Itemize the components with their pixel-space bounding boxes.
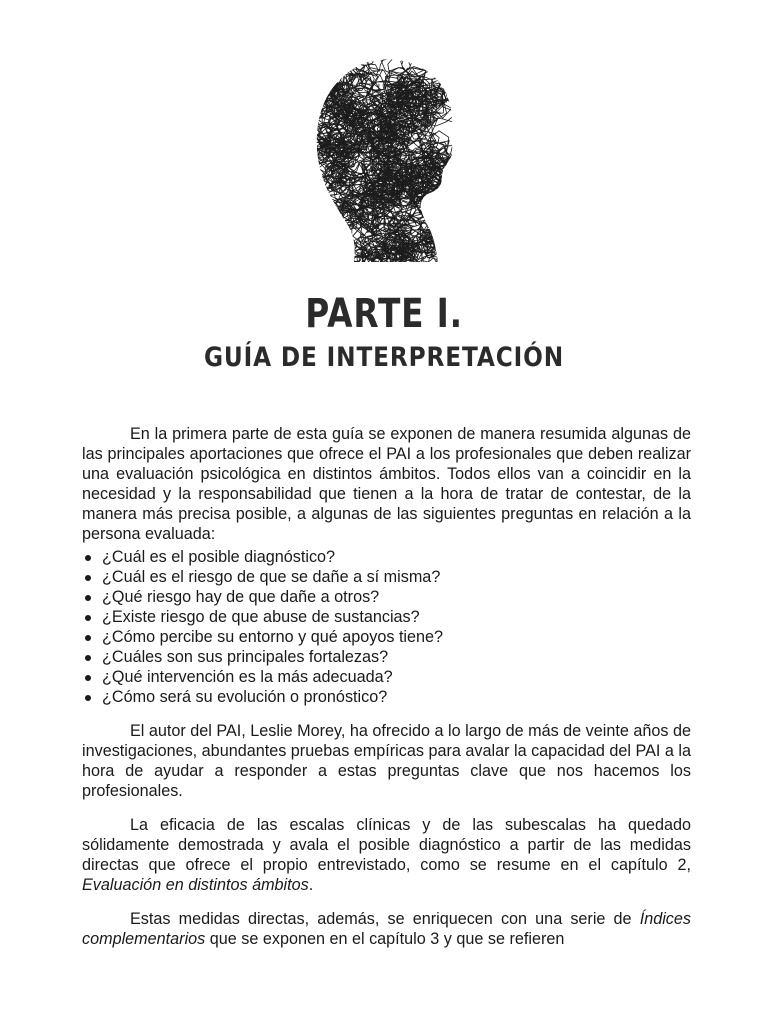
question-list <box>82 547 691 707</box>
part-heading <box>0 292 768 376</box>
part-subtitle: GUÍA DE INTERPRETACIÓN <box>203 342 565 373</box>
scribble-stroke <box>332 235 349 255</box>
scribble-stroke <box>425 192 456 234</box>
scribble-stroke <box>314 239 341 264</box>
indices-paragraph <box>82 909 691 949</box>
scales-end: . <box>308 876 314 894</box>
question-item: ¿Cuáles son sus principales fortalezas? <box>82 647 691 667</box>
question-item: ¿Cuál es el riesgo de que se dañe a sí misma? <box>82 567 691 587</box>
indices-end: que se exponen en el capítulo 3 y que se refieren <box>205 930 565 948</box>
indices-title: Índices complementarios <box>82 910 691 948</box>
scales-paragraph <box>82 815 691 895</box>
body-text <box>82 424 691 963</box>
question-item: ¿Cómo será su evolución o pronóstico? <box>82 687 691 707</box>
scribble-stroke <box>314 215 341 244</box>
scribble-stroke <box>314 58 364 98</box>
chapter-2-title: Evaluación en distintos ámbitos <box>82 876 309 894</box>
question-item: ¿Cuál es el posible diagnóstico? <box>82 547 691 567</box>
intro-paragraph: En la primera parte de esta guía se exponen de manera resumida algunas de las principales aportaciones que ofrece el PAI a los profesionales que deben realizar una evaluación psicológica en distintos ámbitos. Todos ellos van a coincidir en la necesidad y la responsabilidad que tienen a la hora de tratar de contestar, de la manera más precisa posible, a algunas de las siguientes preguntas en relación a la persona evaluada: <box>82 425 691 543</box>
question-item: ¿Cómo percibe su entorno y qué apoyos tiene? <box>82 627 691 647</box>
scribble-stroke <box>320 232 341 251</box>
part-title: PARTE I. <box>305 291 463 337</box>
author-paragraph: El autor del PAI, Leslie Morey, ha ofrecido a lo largo de más de veinte años de investigaciones, abundantes pruebas empíricas para avalar la capacidad del PAI a la hora de ayudar a responder a estas preguntas clave que nos hacemos los profesionales. <box>82 722 691 800</box>
indices-text: Estas medidas directas, además, se enriquecen con una serie de <box>130 910 640 928</box>
scales-text: La eficacia de las escalas clínicas y de las subescalas ha quedado sólidamente demostrada y avala el posible diagnóstico a partir de las medidas directas que ofrece el propio entrevistado, como se resume en el capítulo 2, <box>82 816 691 874</box>
question-item: ¿Existe riesgo de que abuse de sustancias? <box>82 607 691 627</box>
scribble-stroke <box>321 248 352 264</box>
scribble-stroke <box>315 209 338 236</box>
scribbled-head-icon <box>314 58 456 264</box>
question-item: ¿Qué intervención es la más adecuada? <box>82 667 691 687</box>
question-item: ¿Qué riesgo hay de que dañe a otros? <box>82 587 691 607</box>
